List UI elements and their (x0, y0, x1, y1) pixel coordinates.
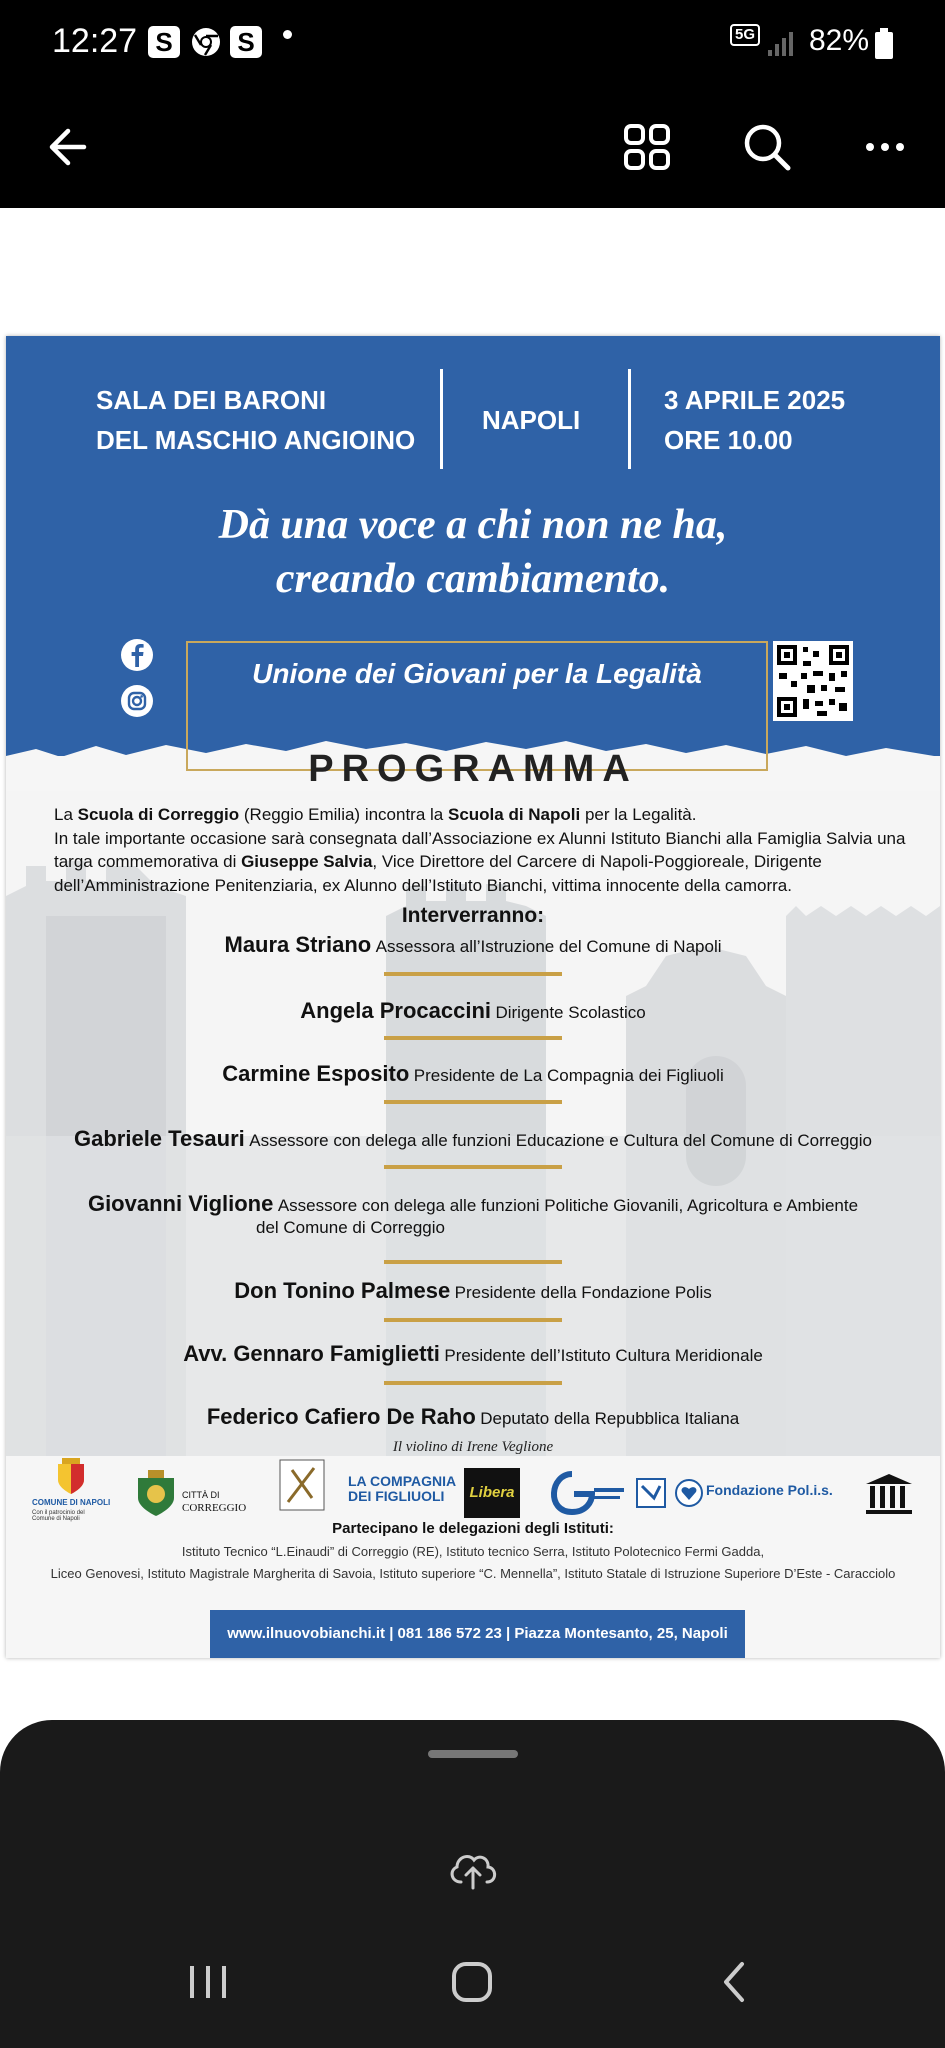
speaker-row (26, 1061, 920, 1087)
organization-name: Unione dei Giovani per la Legalità (252, 658, 702, 689)
institutes-line-2: Liceo Genovesi, Istituto Magistrale Margherita di Savoia, Istituto superiore “C. Mennella”, Istituto Statale di Istruzione Superiore D’Este - Caracciolo (50, 1566, 896, 1581)
recent-apps-icon[interactable] (178, 1952, 238, 2012)
sheet-drag-handle[interactable] (428, 1750, 518, 1758)
speaker-role: Assessore con delega alle funzioni Politiche Giovanili, Agricoltura e Ambiente (277, 1196, 859, 1215)
speaker-role: Assessore con delega alle funzioni Educazione e Cultura del Comune di Correggio (249, 1131, 872, 1150)
status-bar (0, 0, 945, 90)
speaker-row (26, 1341, 920, 1367)
speaker-name: Angela Procaccini (300, 998, 492, 1023)
header-divider-2 (628, 369, 631, 469)
intro-text-3: per la Legalità. (580, 805, 697, 824)
more-notifications-dot (283, 30, 292, 39)
bottom-sheet (0, 1720, 945, 2048)
speaker-role: Assessora all’Istruzione del Comune di Napoli (375, 937, 722, 956)
slogan-line-1: Dà una voce a chi non ne ha, (218, 502, 728, 548)
gold-divider (384, 972, 562, 976)
intro-bold-1: Scuola di Correggio (77, 805, 240, 824)
facebook-icon (120, 638, 154, 672)
battery-icon (874, 28, 894, 60)
speaker-name: Gabriele Tesauri (74, 1126, 245, 1151)
slogan (6, 498, 940, 606)
napoli-crest-icon (56, 1456, 86, 1496)
gold-divider (384, 1165, 562, 1169)
venue-line-2: DEL MASCHIO ANGIOINO (96, 425, 416, 455)
gold-divider (384, 1036, 562, 1040)
gold-divider (384, 1100, 562, 1104)
speaker-name: Carmine Esposito (222, 1061, 410, 1086)
speaker-name: Don Tonino Palmese (234, 1278, 451, 1303)
event-time: ORE 10.00 (664, 425, 793, 455)
intro-text-4: In tale importante occasione sarà consegnata dall’Associazione ex Alunni Istituto Bianchi alla Famiglia Salvia una targa commemorativa di (54, 828, 906, 871)
speaker-role-line-2: del Comune di Correggio (256, 1218, 445, 1237)
speaker-row (26, 1191, 920, 1217)
speaker-role: Presidente della Fondazione Polis (454, 1283, 712, 1302)
violin-credit: Il violino di Irene Veglione (392, 1439, 554, 1455)
notification-s-icon: S (148, 26, 180, 58)
signal-icon (766, 30, 796, 58)
speaker-role: Dirigente Scolastico (495, 1003, 646, 1022)
speaker-role: Deputato della Repubblica Italiana (480, 1409, 740, 1428)
instagram-icon (120, 684, 154, 718)
home-icon[interactable] (442, 1952, 502, 2012)
delegations-heading: Partecipano le delegazioni degli Istituti: (332, 1520, 614, 1537)
speakers-heading: Interverranno: (401, 904, 545, 927)
viewer-toolbar (0, 90, 945, 208)
speaker-role: Presidente dell’Istituto Cultura Meridionale (444, 1346, 763, 1365)
program-title: PROGRAMMA (308, 748, 638, 790)
speaker-row (26, 1278, 920, 1304)
back-arrow-icon[interactable] (34, 112, 104, 182)
speaker-row (26, 932, 920, 958)
regione-campania-logo (636, 1478, 666, 1508)
patrocinio-label: Con il patrocinio del Comune di Napoli (32, 1510, 85, 1522)
header-divider-1 (440, 369, 443, 469)
intro-bold-3: Giuseppe Salvia (241, 852, 373, 871)
speaker-role-continued (256, 1218, 856, 1238)
venue-line-1: SALA DEI BARONI (96, 385, 327, 415)
network-5g-label: 5G (730, 24, 760, 46)
city-label: NAPOLI (482, 405, 581, 435)
speaker-name: Giovanni Viglione (87, 1191, 274, 1216)
poster-footer-contacts: www.ilnuovobianchi.it | 081 186 572 23 | Piazza Montesanto, 25, Napoli (210, 1610, 745, 1658)
comune-napoli-logo: COMUNE DI NAPOLI (32, 1498, 111, 1507)
intro-text-1: La (54, 805, 78, 824)
nav-back-icon[interactable] (706, 1952, 766, 2012)
gold-divider (384, 1381, 562, 1385)
slogan-line-2: creando cambiamento. (275, 556, 671, 602)
institutes-line-1: Istituto Tecnico “L.Einaudi” di Correggio (RE), Istituto tecnico Serra, Istituto Polotecnico Fermi Gadda, (181, 1544, 765, 1559)
fondazione-polis-logo: Fondazione Pol.i.s. (706, 1482, 833, 1498)
qr-code (773, 641, 853, 721)
institutes-list (6, 1541, 940, 1585)
libera-logo: Libera (464, 1468, 520, 1518)
cloud-upload-icon[interactable] (443, 1838, 503, 1898)
compagnia-figliuoli-logo: LA COMPAGNIA DEI FIGLIUOLI (348, 1473, 456, 1504)
grid-icon[interactable] (612, 112, 682, 182)
search-icon[interactable] (732, 112, 802, 182)
program-intro (54, 803, 914, 897)
speaker-row (26, 1126, 920, 1152)
istituto-bianchi-logo (278, 1458, 326, 1512)
notification-s-icon-2: S (230, 26, 262, 58)
correggio-logo: CORREGGIO (182, 1502, 247, 1514)
intro-text-5: , Vice Direttore del Carcere di Napoli-Poggioreale, Dirigente dell’Amministrazione Penitenziaria, ex Alunno dell’Istituto Bianchi, vittima innocente della camorra. (54, 852, 822, 895)
speaker-name: Avv. Gennaro Famiglietti (183, 1341, 440, 1366)
intro-text-2: (Reggio Emilia) incontra la (239, 805, 448, 824)
more-icon[interactable] (850, 112, 920, 182)
speaker-row (26, 998, 920, 1024)
speaker-name: Federico Cafiero De Raho (206, 1404, 476, 1429)
fondazione-rinaldi-logo (542, 1468, 626, 1518)
istituto-cultura-meridionale-logo (862, 1470, 916, 1520)
event-date: 3 APRILE 2025 (664, 385, 846, 415)
speaker-row (26, 1404, 920, 1430)
speaker-name: Maura Striano (224, 932, 372, 957)
poster-image[interactable] (6, 336, 940, 1658)
speaker-role: Presidente de La Compagnia dei Figliuoli (413, 1066, 724, 1085)
gold-divider (384, 1318, 562, 1322)
gold-divider (384, 1260, 562, 1264)
chrome-icon (190, 26, 222, 58)
polis-heart-icon (674, 1478, 704, 1508)
status-time: 12:27 (52, 22, 138, 60)
battery-percent: 82% (808, 24, 869, 57)
intro-bold-2: Scuola di Napoli (447, 805, 581, 824)
correggio-crest-icon (132, 1468, 180, 1518)
citta-di-label: CITTÀ DI (182, 1490, 220, 1500)
